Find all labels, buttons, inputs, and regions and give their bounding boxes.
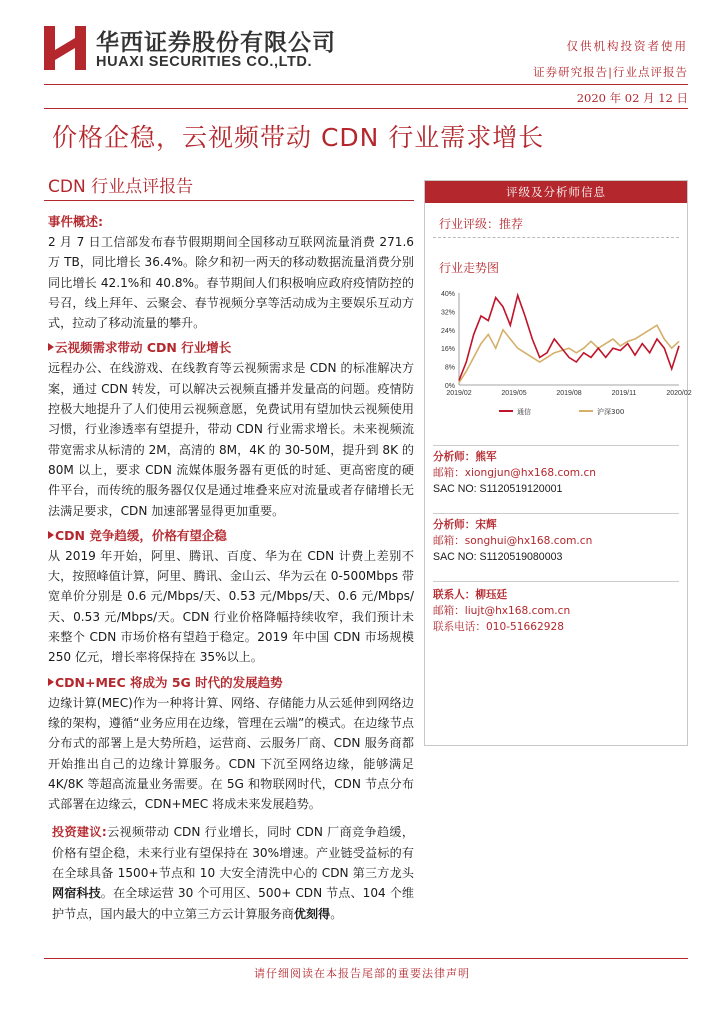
analyst-2-name: 分析师：宋辉 [433, 519, 497, 531]
series-line-csi300 [459, 325, 679, 383]
y-tick-label: 8% [444, 364, 455, 372]
stock-wangsu: 网宿科技 [52, 886, 101, 901]
analyst-1-sac: SAC NO: S1120519120001 [433, 483, 563, 495]
triangle-bullet-icon [48, 678, 54, 686]
analyst-divider [433, 513, 679, 514]
x-tick-label: 2019/08 [556, 390, 582, 397]
section1-heading: 云视频需求带动 CDN 行业增长 [48, 338, 414, 358]
analyst-1-email[interactable]: 邮箱：xiongjun@hx168.com.cn [433, 467, 596, 479]
analyst-sidebar [424, 180, 692, 746]
x-tick-label: 2019/02 [446, 390, 472, 397]
stock-ucloud: 优刻得 [293, 906, 331, 921]
y-tick-label: 16% [440, 346, 455, 354]
industry-trend-chart [429, 285, 692, 429]
x-tick-label: 2019/05 [501, 390, 527, 397]
triangle-bullet-icon [48, 343, 54, 351]
section2-heading: CDN 竞争趋缓，价格有望企稳 [48, 526, 414, 546]
section1-paragraph: 远程办公、在线游戏、在线教育等云视频需求是 CDN 的标准解决方案，通过 CDN 转发，可以解决云视频直播并发量高的问题。疫情防控极大地提升了人们使用云视频意愿，免费试用有望加快云视频使用习惯，行业渗透率有望提升，带动 CDN 行业需求增长。未来视频流带宽需求从标清的 2M，高清的 8M，4K 的 30-50M，提升到 8K 的 80M 以上，要求 CDN 流媒体服务器有更低的时延、更高密度的硬件平台，而传统的服务器仅仅是通过堆叠来应对流量或者存储增长无法满足要求，CDN 加速部署显得更加重要。 [48, 361, 414, 518]
analyst-1 [433, 449, 683, 497]
main-content [48, 212, 414, 924]
analyst-divider [433, 445, 679, 446]
series-line-telecom [459, 295, 679, 380]
invest-heading: 投资建议: [52, 825, 107, 840]
section2-paragraph: 从 2019 年开始，阿里、腾讯、百度、华为在 CDN 计费上差别不大，按照峰值计算，阿里、腾讯、金山云、华为云在 0-500Mbps 带宽单价分别是 0.6 元/Mbps/天、0.53 元/Mbps/天、0.6 元/Mbps/天、0.53 元/Mbps/天。CDN 行业价格降幅持续收窄，我们预计未来整个 CDN 市场价格有望趋于稳定。2019 年中国 CDN 市场规模 250 亿元，增长率将保持在 35%以上。 [48, 548, 414, 665]
header-divider [44, 84, 688, 85]
legend-label: 沪深300 [597, 408, 625, 416]
contact-name: 联系人：柳珏廷 [433, 589, 508, 601]
company-name-cn: 华西证券股份有限公司 [96, 30, 336, 56]
report-type-divider [44, 200, 414, 201]
section3-heading: CDN+MEC 将成为 5G 时代的发展趋势 [48, 673, 414, 693]
report-header [0, 0, 724, 112]
contact-email[interactable]: 邮箱：liujt@hx168.com.cn [433, 605, 571, 617]
sidebar-header: 评级及分析师信息 [425, 181, 687, 203]
analyst-2 [433, 517, 683, 565]
industry-rating: 行业评级：推荐 [439, 217, 524, 231]
report-type: CDN 行业点评报告 [48, 177, 194, 197]
huaxi-logo-icon [44, 24, 86, 70]
y-tick-label: 40% [440, 291, 455, 298]
event-paragraph: 2 月 7 日工信部发布春节假期期间全国移动互联网流量消费 271.6 万 TB，同比增长 36.4%。除夕和初一两天的移动数据流量消费分别同比增长 42.1%和 40.8%。春节期间人们积极响应政府疫情防控的号召，线上拜年、云聚会、春节视频分享等活动成为主要娱乐互动方式，拉动了移动流量的攀升。 [48, 235, 414, 331]
analyst-2-email[interactable]: 邮箱：songhui@hx168.com.cn [433, 535, 593, 547]
x-tick-label: 2019/11 [611, 390, 637, 397]
rating-divider [433, 237, 679, 238]
x-tick-label: 2020/02 [666, 390, 692, 397]
event-heading: 事件概述: [48, 214, 103, 229]
analyst-2-sac: SAC NO: S1120519080003 [433, 551, 563, 563]
investment-advice: 投资建议:云视频带动 CDN 行业增长，同时 CDN 厂商竞争趋缓，价格有望企稳，未来行业有望保持在 30%增速。产业链受益标的有在全球具备 1500+节点和 10 大安全清洗中心的 CDN 第三方龙头网宿科技。在全球运营 30 个可用区、500+ CDN 节点、104 个维护节点，国内最大的中立第三方云计算服务商优刻得。 [52, 825, 414, 921]
legend-label: 通信 [517, 408, 531, 416]
company-name-en: HUAXI SECURITIES CO.,LTD. [96, 54, 313, 70]
y-tick-label: 0% [444, 383, 455, 390]
report-title: 价格企稳，云视频带动 CDN 行业需求增长 [52, 123, 545, 152]
footer-divider [44, 958, 688, 959]
header-divider-bottom [44, 108, 688, 109]
triangle-bullet-icon [48, 531, 54, 539]
analyst-divider [433, 581, 679, 582]
trend-chart-label: 行业走势图 [439, 261, 500, 275]
y-tick-label: 24% [440, 327, 455, 335]
section3-paragraph: 边缘计算(MEC)作为一种将计算、网络、存储能力从云延伸到网络边缘的架构，遵循“业务应用在边缘，管理在云端”的模式。在边缘节点分布式的部署上是大势所趋，运营商、云服务厂商、CDN 服务商都开始推出自己的边缘计算服务。CDN 下沉至网络边缘，能够满足 4K/8K 等超高流量业务需要。在 5G 和物联网时代，CDN 节点分布式部署在边缘云，CDN+MEC 将成未来发展趋势。 [48, 695, 414, 812]
report-date: 2020 年 02 月 12 日 [576, 91, 688, 105]
legal-notice[interactable]: 请仔细阅读在本报告尾部的重要法律声明 [254, 967, 470, 980]
report-category: 证券研究报告|行业点评报告 [533, 65, 688, 79]
audience-note: 仅供机构投资者使用 [566, 39, 688, 53]
analyst-1-name: 分析师：熊军 [433, 451, 497, 463]
contact-person [433, 587, 683, 635]
contact-phone: 联系电话：010-51662928 [433, 621, 564, 633]
y-tick-label: 32% [440, 309, 455, 317]
